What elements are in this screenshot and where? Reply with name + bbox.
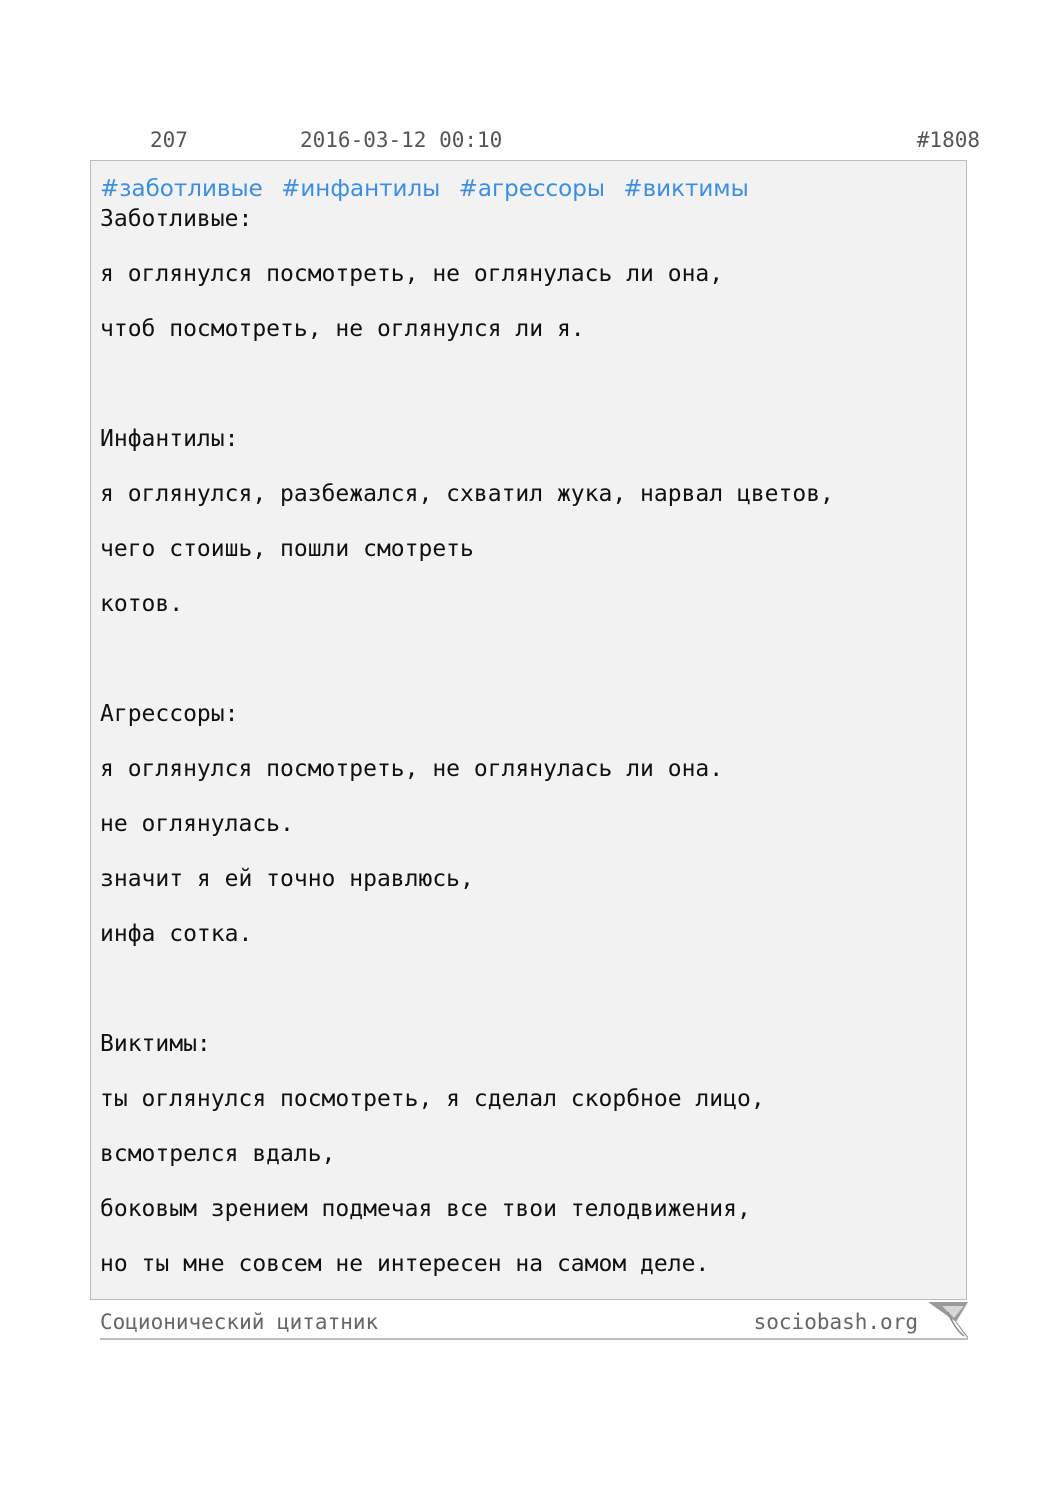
blank-line <box>100 839 962 867</box>
tag-list <box>100 176 760 202</box>
blank-line <box>100 646 962 674</box>
blank-line <box>100 289 962 317</box>
quote-line: чтоб посмотреть, не оглянулся ли я. <box>100 316 585 342</box>
blank-line <box>100 894 962 922</box>
blank-line <box>100 344 962 372</box>
quote-line: Агрессоры: <box>100 701 239 727</box>
quote-line: Заботливые: <box>100 206 253 232</box>
blank-line <box>100 564 962 592</box>
quote-line: значит я ей точно нравлюсь, <box>100 866 474 892</box>
quote-header <box>0 128 1048 156</box>
quote-line: я оглянулся посмотреть, не оглянулась ли она, <box>100 261 724 287</box>
quote-line: я оглянулся посмотреть, не оглянулась ли она. <box>100 756 724 782</box>
site-name: Соционический цитатник <box>100 1310 379 1334</box>
quote-line: инфа сотка. <box>100 921 253 947</box>
blank-line <box>100 1004 962 1032</box>
site-url-link[interactable]: sociobash.org <box>753 1310 918 1334</box>
quote-text <box>100 206 962 1279</box>
blank-line <box>100 371 962 399</box>
quote-rating[interactable]: 207 <box>150 128 188 152</box>
quote-line: Виктимы: <box>100 1031 211 1057</box>
tag-link[interactable]: #агрессоры <box>458 176 605 202</box>
tag-link[interactable]: #инфантилы <box>281 176 441 202</box>
blank-line <box>100 1224 962 1252</box>
blank-line <box>100 674 962 702</box>
blank-line <box>100 1059 962 1087</box>
blank-line <box>100 729 962 757</box>
blank-line <box>100 1169 962 1197</box>
quote-footer <box>100 1302 968 1340</box>
quote-line: котов. <box>100 591 184 617</box>
quote-line: Инфантилы: <box>100 426 239 452</box>
quote-line: я оглянулся, разбежался, схватил жука, нарвал цветов, <box>100 481 834 507</box>
quote-line: боковым зрением подмечая все твои телодвижения, <box>100 1196 751 1222</box>
tag-link[interactable]: #виктимы <box>623 176 749 202</box>
blank-line <box>100 399 962 427</box>
blank-line <box>100 454 962 482</box>
quote-line: всмотрелся вдаль, <box>100 1141 336 1167</box>
quote-line: не оглянулась. <box>100 811 294 837</box>
blank-line <box>100 949 962 977</box>
blank-line <box>100 234 962 262</box>
quote-date: 2016-03-12 00:10 <box>300 128 503 152</box>
quote-line: но ты мне совсем не интересен на самом деле. <box>100 1251 710 1277</box>
quote-line: чего стоишь, пошли смотреть <box>100 536 474 562</box>
blank-line <box>100 784 962 812</box>
quote-line: ты оглянулся посмотреть, я сделал скорбное лицо, <box>100 1086 765 1112</box>
blank-line <box>100 619 962 647</box>
page-curl-icon <box>928 1302 968 1338</box>
quote-number-link[interactable]: #1808 <box>916 128 980 152</box>
blank-line <box>100 976 962 1004</box>
blank-line <box>100 1114 962 1142</box>
tag-link[interactable]: #заботливые <box>100 176 263 202</box>
blank-line <box>100 509 962 537</box>
